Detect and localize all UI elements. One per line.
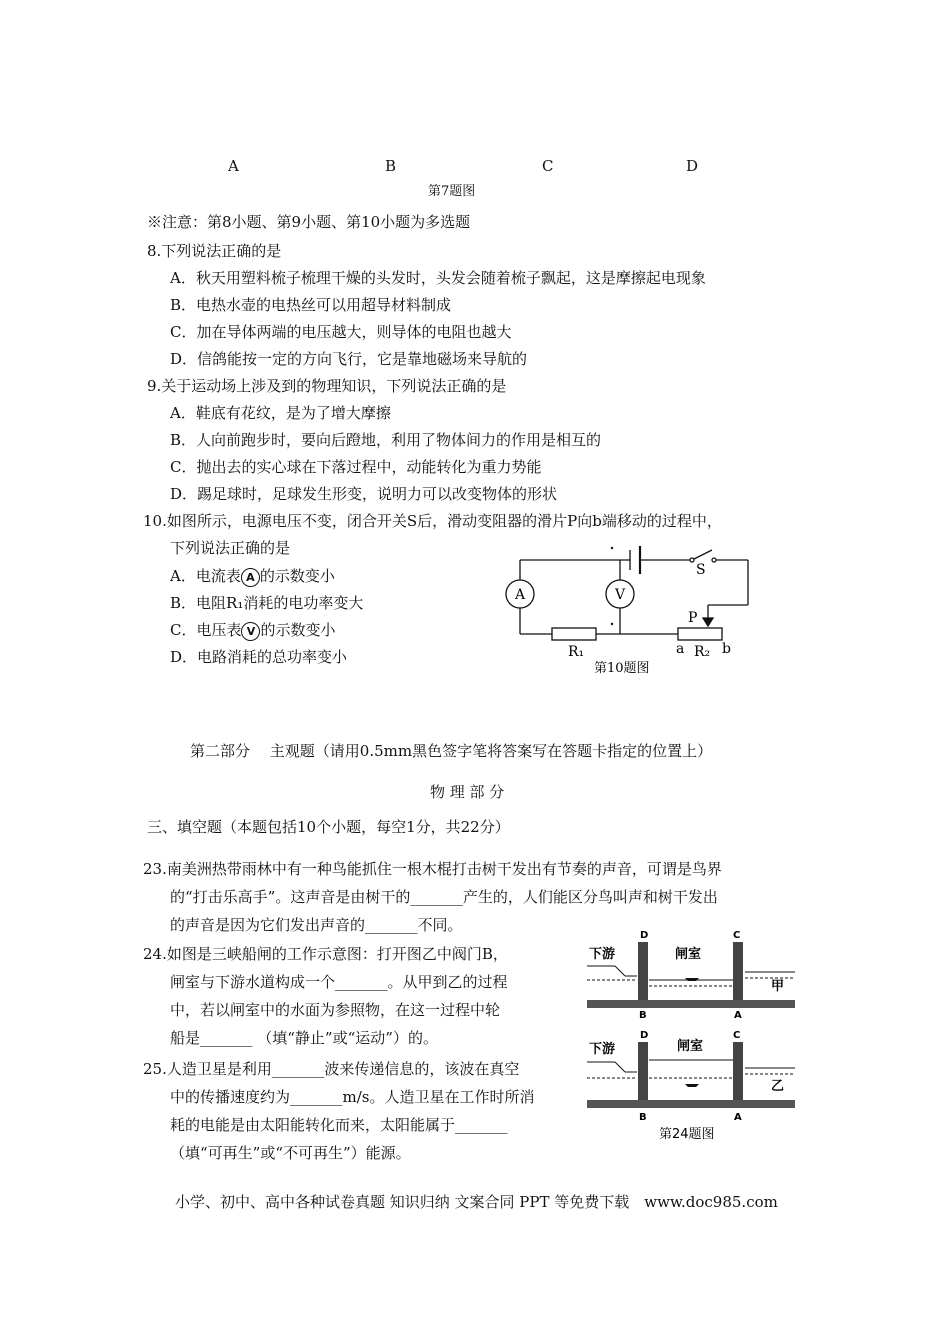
q24-figure-caption: 第24题图 — [659, 1127, 715, 1142]
circuit-voltmeter-label: V — [614, 587, 626, 603]
panel-yi-downstream-label: 下游 — [589, 1042, 616, 1057]
circuit-end-a-label: a — [676, 641, 685, 657]
q25-line2: 中的传播速度约为_______m/s。人造卫星在工作时所消 — [170, 1088, 535, 1106]
q10-option-a — [170, 566, 335, 587]
q23-line1: 23.南美洲热带雨林中有一种鸟能抓住一根木棍打击树干发出有节奏的声音，可谓是鸟界 — [143, 860, 722, 878]
q10-option-a-suffix: 的示数变小 — [259, 567, 335, 585]
circuit-ammeter-label: A — [514, 587, 526, 603]
fig7-label-c: C — [542, 157, 554, 175]
q10-figure-caption: 第10题图 — [594, 661, 650, 676]
physics-section-title: 物 理 部 分 — [430, 783, 505, 801]
q9-option-d: D．踢足球时，足球发生形变，说明力可以改变物体的形状 — [170, 485, 558, 503]
panel-yi-valve-b: B — [639, 1112, 647, 1123]
q25-line4: （填“可再生”或“不可再生”）能源。 — [170, 1144, 411, 1162]
fig7-label-d: D — [686, 157, 699, 175]
q10-option-c-prefix: C．电压表 — [170, 621, 242, 639]
q10-option-c-suffix: 的示数变小 — [260, 621, 336, 639]
ship-lock-panel-jia — [587, 930, 795, 1021]
fig7-label-b: B — [385, 157, 397, 175]
voltmeter-icon: V — [241, 622, 260, 641]
q24-line3: 中，若以闸室中的水面为参照物，在这一过程中轮 — [170, 1001, 501, 1019]
q10-option-b: B．电阻R₁消耗的电功率变大 — [170, 594, 364, 612]
panel-jia-valve-a: A — [734, 1010, 742, 1021]
q8-option-b: B．电热水壶的电热丝可以用超导材料制成 — [170, 296, 452, 314]
ammeter-icon: A — [241, 568, 260, 587]
panel-yi-gate-d: D — [640, 1030, 649, 1041]
q10-stem-line2: 下列说法正确的是 — [170, 539, 291, 557]
fig7-caption: 第7题图 — [428, 184, 476, 199]
q10-option-c — [170, 620, 336, 641]
panel-jia-chamber-label: 闸室 — [675, 947, 702, 962]
circuit-slider-label: P — [688, 610, 698, 626]
q8-option-c: C．加在导体两端的电压越大，则导体的电阻也越大 — [170, 323, 512, 341]
q10-option-d: D．电路消耗的总功率变小 — [170, 648, 348, 666]
fig7-label-a: A — [228, 157, 239, 175]
q24-ship-lock-diagram — [585, 928, 800, 1148]
q10-circuit-diagram — [490, 538, 765, 683]
panel-jia-gate-c: C — [733, 930, 741, 941]
q23-line2: 的“打击乐高手”。这声音是由树干的_______产生的，人们能区分鸟叫声和树干发出 — [170, 888, 718, 906]
panel-yi-valve-a: A — [734, 1112, 742, 1123]
circuit-r1-label: R₁ — [568, 644, 585, 660]
panel-yi-gate-c: C — [733, 1030, 741, 1041]
panel-jia-valve-b: B — [639, 1010, 647, 1021]
part2-title: 第二部分 主观题（请用0.5mm黑色签字笔将答案写在答题卡指定的位置上） — [190, 742, 713, 760]
panel-yi-label: 乙 — [771, 1079, 785, 1094]
circuit-r2-label: R₂ — [694, 644, 711, 660]
q8-option-d: D．信鸽能按一定的方向飞行，它是靠地磁场来导航的 — [170, 350, 528, 368]
q9-option-c: C．抛出去的实心球在下落过程中，动能转化为重力势能 — [170, 458, 542, 476]
circuit-switch-label: S — [696, 562, 706, 578]
q24-line4: 船是_______ （填“静止”或“运动”）的。 — [170, 1029, 438, 1047]
q24-line2: 闸室与下游水道构成一个_______。从甲到乙的过程 — [170, 973, 508, 991]
q9-option-a: A．鞋底有花纹，是为了增大摩擦 — [170, 404, 391, 422]
panel-jia-downstream-label: 下游 — [589, 947, 616, 962]
panel-jia-gate-d: D — [640, 930, 649, 941]
q9-option-b: B．人向前跑步时，要向后蹬地，利用了物体间力的作用是相互的 — [170, 431, 602, 449]
q10-stem-line1: 10.如图所示，电源电压不变，闭合开关S后，滑动变阻器的滑片P向b端移动的过程中， — [143, 512, 722, 530]
q9-stem: 9.关于运动场上涉及到的物理知识，下列说法正确的是 — [147, 377, 507, 395]
ship-lock-panel-yi — [587, 1030, 795, 1123]
q8-option-a: A．秋天用塑料梳子梳理干燥的头发时，头发会随着梳子飘起，这是摩擦起电现象 — [170, 269, 706, 287]
panel-jia-label: 甲 — [771, 979, 785, 994]
q8-stem: 8.下列说法正确的是 — [147, 242, 282, 260]
panel-yi-chamber-label: 闸室 — [677, 1039, 704, 1054]
fill-blank-section-title: 三、填空题（本题包括10个小题，每空1分，共22分） — [147, 818, 510, 836]
q25-line3: 耗的电能是由太阳能转化而来，太阳能属于_______ — [170, 1116, 508, 1134]
footer-text: 小学、初中、高中各种试卷真题 知识归纳 文案合同 PPT 等免费下载 www.doc985.com — [175, 1193, 778, 1211]
q24-line1: 24.如图是三峡船闸的工作示意图：打开图乙中阀门B， — [143, 945, 508, 963]
q25-line1: 25.人造卫星是利用_______波来传递信息的，该波在真空 — [143, 1060, 520, 1078]
q23-line3: 的声音是因为它们发出声音的_______不同。 — [170, 916, 463, 934]
q10-option-a-prefix: A．电流表 — [170, 567, 241, 585]
multi-choice-note: ※注意：第8小题、第9小题、第10小题为多选题 — [147, 213, 471, 231]
circuit-end-b-label: b — [722, 641, 731, 657]
